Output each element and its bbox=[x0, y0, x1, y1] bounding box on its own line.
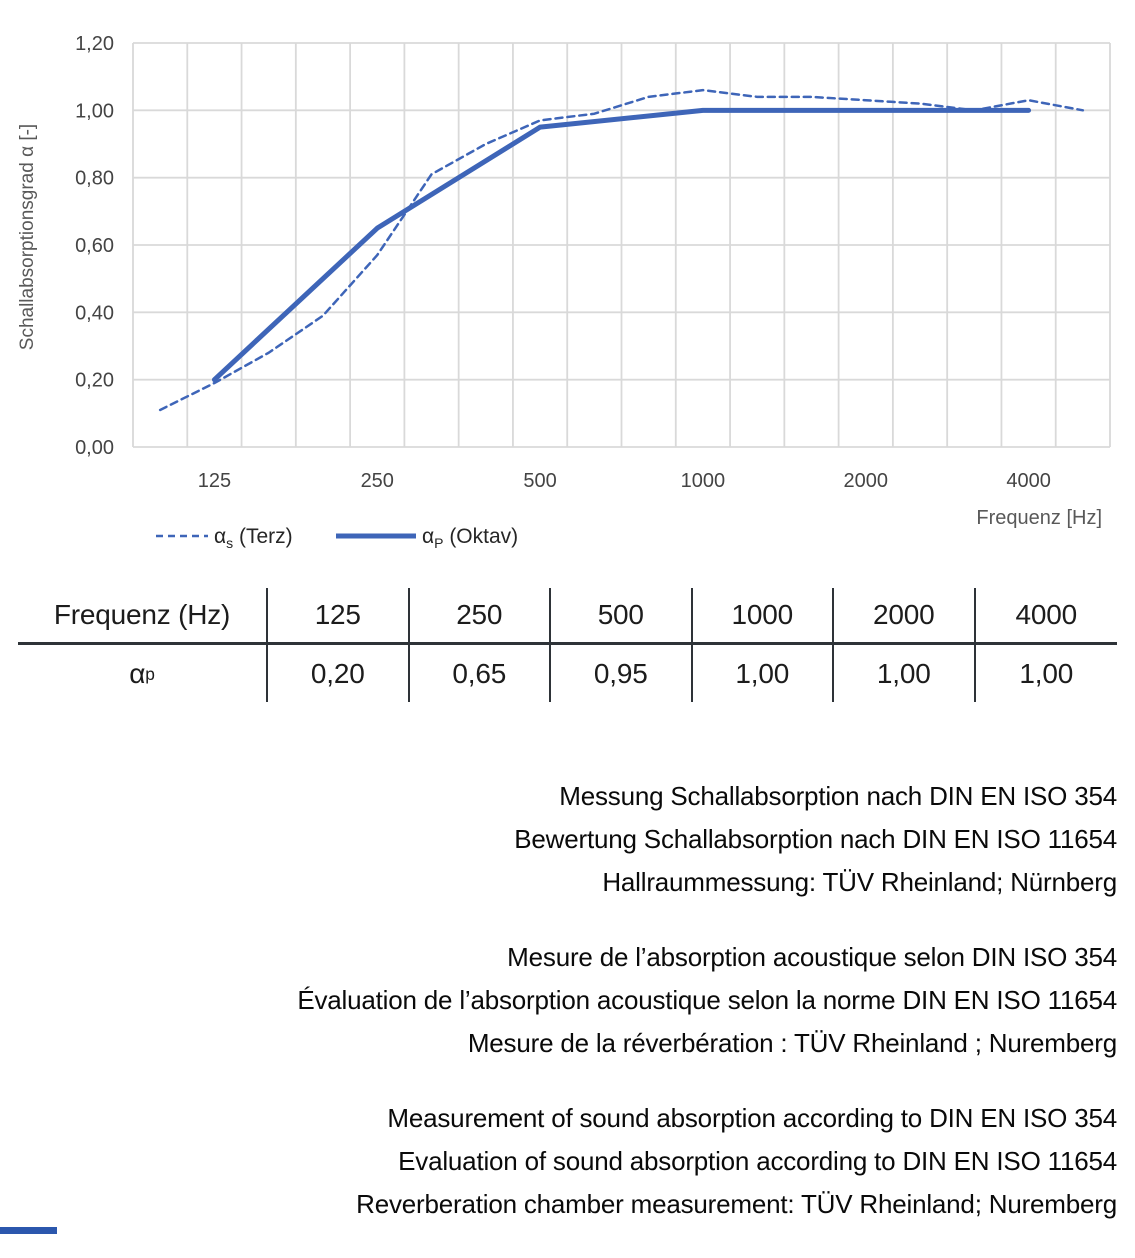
note-block-german bbox=[0, 775, 1117, 904]
table-row-label-alpha-p: α p bbox=[18, 645, 268, 702]
table-value-2000: 1,00 bbox=[834, 645, 976, 702]
note-line: Hallraummessung: TÜV Rheinland; Nürnberg bbox=[602, 867, 1117, 897]
table-header-4000: 4000 bbox=[976, 588, 1118, 645]
table-header-125: 125 bbox=[268, 588, 410, 645]
legend-label: $\alpha_s$ (Terz) bbox=[214, 525, 293, 551]
absorption-chart-area bbox=[0, 0, 1135, 560]
note-line: Measurement of sound absorption according to DIN EN ISO 354 bbox=[387, 1103, 1117, 1133]
alpha-p-table bbox=[18, 588, 1117, 702]
x-tick-label: 125 bbox=[197, 470, 232, 492]
note-line: Évaluation de l’absorption acoustique selon la norme DIN EN ISO 11654 bbox=[297, 985, 1117, 1015]
note-block-french bbox=[0, 936, 1117, 1065]
note-block-english bbox=[0, 1097, 1117, 1226]
legend-label: $\alpha_P$ (Oktav) bbox=[422, 525, 519, 551]
x-axis-title: Frequenz [Hz] bbox=[976, 507, 1102, 529]
y-tick-label: 0,40 bbox=[75, 302, 114, 325]
note-line: Evaluation of sound absorption according to DIN EN ISO 11654 bbox=[398, 1146, 1117, 1176]
x-tick-label: 250 bbox=[360, 470, 394, 492]
note-line: Mesure de l’absorption acoustique selon DIN ISO 354 bbox=[507, 942, 1117, 972]
table-value-500: 0,95 bbox=[551, 645, 693, 702]
measurement-notes bbox=[0, 775, 1117, 1258]
x-tick-label: 4000 bbox=[1006, 470, 1051, 492]
y-tick-label: 0,80 bbox=[75, 167, 114, 190]
table-header-frequency: Frequenz (Hz) bbox=[18, 588, 268, 645]
note-line: Reverberation chamber measurement: TÜV Rheinland; Nuremberg bbox=[356, 1189, 1117, 1219]
table-value-125: 0,20 bbox=[268, 645, 410, 702]
note-line: Mesure de la réverbération : TÜV Rheinland ; Nuremberg bbox=[467, 1028, 1117, 1058]
x-tick-label: 2000 bbox=[843, 470, 888, 492]
y-tick-label: 1,20 bbox=[75, 33, 114, 55]
alpha-symbol: α bbox=[129, 657, 146, 689]
y-tick-label: 0,00 bbox=[75, 437, 114, 459]
note-line: Bewertung Schallabsorption nach DIN EN ISO 11654 bbox=[514, 824, 1117, 854]
x-tick-label: 500 bbox=[523, 470, 557, 492]
table-value-1000: 1,00 bbox=[693, 645, 835, 702]
footer-accent-bar bbox=[0, 1227, 57, 1234]
absorption-chart bbox=[0, 0, 1135, 560]
y-tick-label: 1,00 bbox=[75, 100, 114, 123]
y-axis-title: Schallabsorptionsgrad α [-] bbox=[17, 123, 38, 351]
note-line: Messung Schallabsorption nach DIN EN ISO 354 bbox=[559, 781, 1117, 811]
y-tick-label: 0,60 bbox=[75, 235, 114, 257]
table-header-1000: 1000 bbox=[693, 588, 835, 645]
table-header-500: 500 bbox=[551, 588, 693, 645]
table-value-250: 0,65 bbox=[410, 645, 552, 702]
table-header-2000: 2000 bbox=[834, 588, 976, 645]
x-tick-label: 1000 bbox=[680, 470, 726, 492]
table-value-4000: 1,00 bbox=[1019, 657, 1074, 689]
y-tick-label: 0,20 bbox=[75, 369, 114, 392]
table-header-250: 250 bbox=[410, 588, 552, 645]
